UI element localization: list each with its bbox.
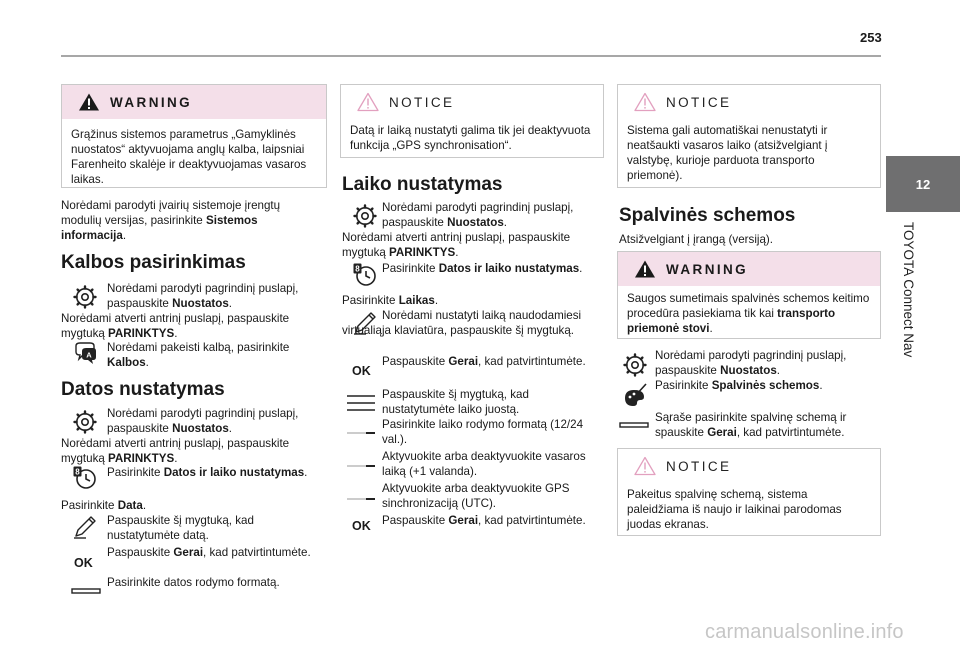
notice-text: Datą ir laiką nustatyti galima tik jei deaktyvuota funkcija „GPS synchronisation“. — [350, 124, 591, 152]
palette-icon — [622, 382, 648, 408]
clock-settings-icon — [72, 465, 98, 491]
warning-icon — [634, 259, 656, 279]
clock-settings-icon — [352, 262, 378, 288]
date-section-title: Datos nustatymas — [61, 379, 225, 400]
warning-text: Saugos sumetimais spalvinės schemos keitimo procedūra pasiekiama tik kai transporto priemonė stovi. — [627, 292, 870, 335]
date-step-4: Pasirinkite Data. — [61, 499, 147, 512]
notice-box-daylight — [617, 84, 881, 188]
date-step-5: Paspauskite šį mygtuką, kad nustatytumėte datą. — [107, 514, 254, 542]
system-info-link[interactable]: Sistemos informacija — [61, 214, 258, 242]
toggle-icon — [346, 461, 376, 471]
time-step-9: Aktyvuokite arba deaktyvuokite vasaros laiką (+1 valanda). — [382, 450, 586, 478]
timezone-list-icon — [346, 390, 376, 416]
time-step-6: Paspauskite Gerai, kad patvirtintumėte. — [382, 355, 586, 368]
notice-label: NOTICE — [666, 94, 732, 110]
warning-label: WARNING — [666, 261, 749, 277]
chapter-title-vertical — [896, 222, 916, 392]
notice-icon — [634, 92, 656, 112]
time-step-4: Pasirinkite Laikas. — [342, 294, 439, 307]
header-rule — [61, 55, 881, 57]
notice-text: Sistema gali automatiškai nenustatyti ir neatšaukti vasaros laiko (atsižvelgiant į valstybę, kurioje parduota transporto priemonė). — [627, 124, 828, 182]
notice-label: NOTICE — [389, 94, 455, 110]
time-step-10: Aktyvuokite arba deaktyvuokite GPS sinchronizaciją (UTC). — [382, 482, 570, 510]
warning-box-color — [617, 251, 881, 339]
pencil-edit-icon — [72, 514, 98, 540]
settings-gear-icon — [72, 409, 98, 435]
ok-button-icon: OK — [352, 364, 371, 378]
color-section-title: Spalvinės schemos — [619, 205, 796, 226]
notice-icon — [634, 456, 656, 476]
language-step-3: Norėdami pakeisti kalbą, pasirinkite Kalbos. — [107, 341, 290, 369]
notice-box-restart — [617, 448, 881, 536]
system-info-paragraph: Norėdami parodyti įvairių sistemoje įrengtų modulių versijas, pasirinkite Sistemos informacija. — [61, 199, 281, 242]
date-step-2: Norėdami atverti antrinį puslapį, paspauskite mygtuką PARINKTYS. — [61, 437, 290, 465]
settings-gear-icon — [352, 203, 378, 229]
toggle-icon — [346, 428, 376, 438]
time-step-7: Paspauskite šį mygtuką, kad nustatytumėte laiko juostą. — [382, 388, 529, 416]
chapter-tab[interactable]: 12 — [886, 156, 960, 212]
settings-gear-icon — [622, 352, 648, 378]
time-step-3: Pasirinkite Datos ir laiko nustatymas. — [382, 262, 583, 275]
date-step-1: Norėdami parodyti pagrindinį puslapį, paspauskite Nuostatos. — [107, 407, 299, 435]
notice-text: Pakeitus spalvinę schemą, sistema paleidžiama iš naujo ir laikinai parodomas juodas ekranas. — [627, 488, 842, 531]
format-selector-icon — [71, 586, 101, 596]
time-section-title: Laiko nustatymas — [342, 174, 503, 195]
date-step-6: Paspauskite Gerai, kad patvirtintumėte. — [107, 546, 311, 559]
language-icon — [72, 340, 98, 366]
time-step-2: Norėdami atverti antrinį puslapį, paspauskite mygtuką PARINKTYS. — [342, 231, 571, 259]
notice-label: NOTICE — [666, 458, 732, 474]
warning-label: WARNING — [110, 94, 193, 110]
ok-button-icon: OK — [74, 556, 93, 570]
watermark: carmanualsonline.info — [705, 621, 904, 643]
time-step-8: Pasirinkite laiko rodymo formatą (12/24 val.). — [382, 418, 584, 446]
color-intro: Atsižvelgiant į įrangą (versiją). — [619, 233, 773, 246]
language-section-title: Kalbos pasirinkimas — [61, 252, 246, 273]
notice-icon — [357, 92, 379, 112]
toggle-icon — [346, 494, 376, 504]
list-selector-icon — [619, 420, 649, 430]
notice-box-gps — [340, 84, 604, 158]
color-step-1: Norėdami parodyti pagrindinį puslapį, paspauskite Nuostatos. — [655, 349, 847, 377]
settings-gear-icon — [72, 284, 98, 310]
language-step-1: Norėdami parodyti pagrindinį puslapį, paspauskite Nuostatos. — [107, 282, 299, 310]
warning-icon — [78, 92, 100, 112]
language-step-2: Norėdami atverti antrinį puslapį, paspauskite mygtuką PARINKTYS. — [61, 312, 290, 340]
time-step-5: Norėdami nustatyti laiką naudodamiesi virtualiąja klaviatūra, paspauskite šį mygtuką. — [342, 309, 582, 337]
warning-text: Grąžinus sistemos parametrus „Gamyklinės nuostatos“ aktyvuojama anglų kalba, laipsniai Farenheito skalėje ir deaktyvuojamas vasaros laikas. — [71, 128, 307, 186]
time-step-1: Norėdami parodyti pagrindinį puslapį, paspauskite Nuostatos. — [382, 201, 574, 229]
color-step-2: Pasirinkite Spalvinės schemos. — [655, 379, 823, 392]
warning-box-factory-settings — [61, 84, 327, 188]
time-step-11: Paspauskite Gerai, kad patvirtintumėte. — [382, 514, 586, 527]
ok-button-icon: OK — [352, 519, 371, 533]
color-step-3: Sąraše pasirinkite spalvinę schemą ir spauskite Gerai, kad patvirtintumėte. — [655, 411, 847, 439]
date-step-7: Pasirinkite datos rodymo formatą. — [107, 576, 280, 589]
chapter-title: TOYOTA Connect Nav — [901, 222, 916, 358]
page-number: 253 — [860, 30, 882, 45]
date-step-3: Pasirinkite Datos ir laiko nustatymas. — [107, 466, 308, 479]
